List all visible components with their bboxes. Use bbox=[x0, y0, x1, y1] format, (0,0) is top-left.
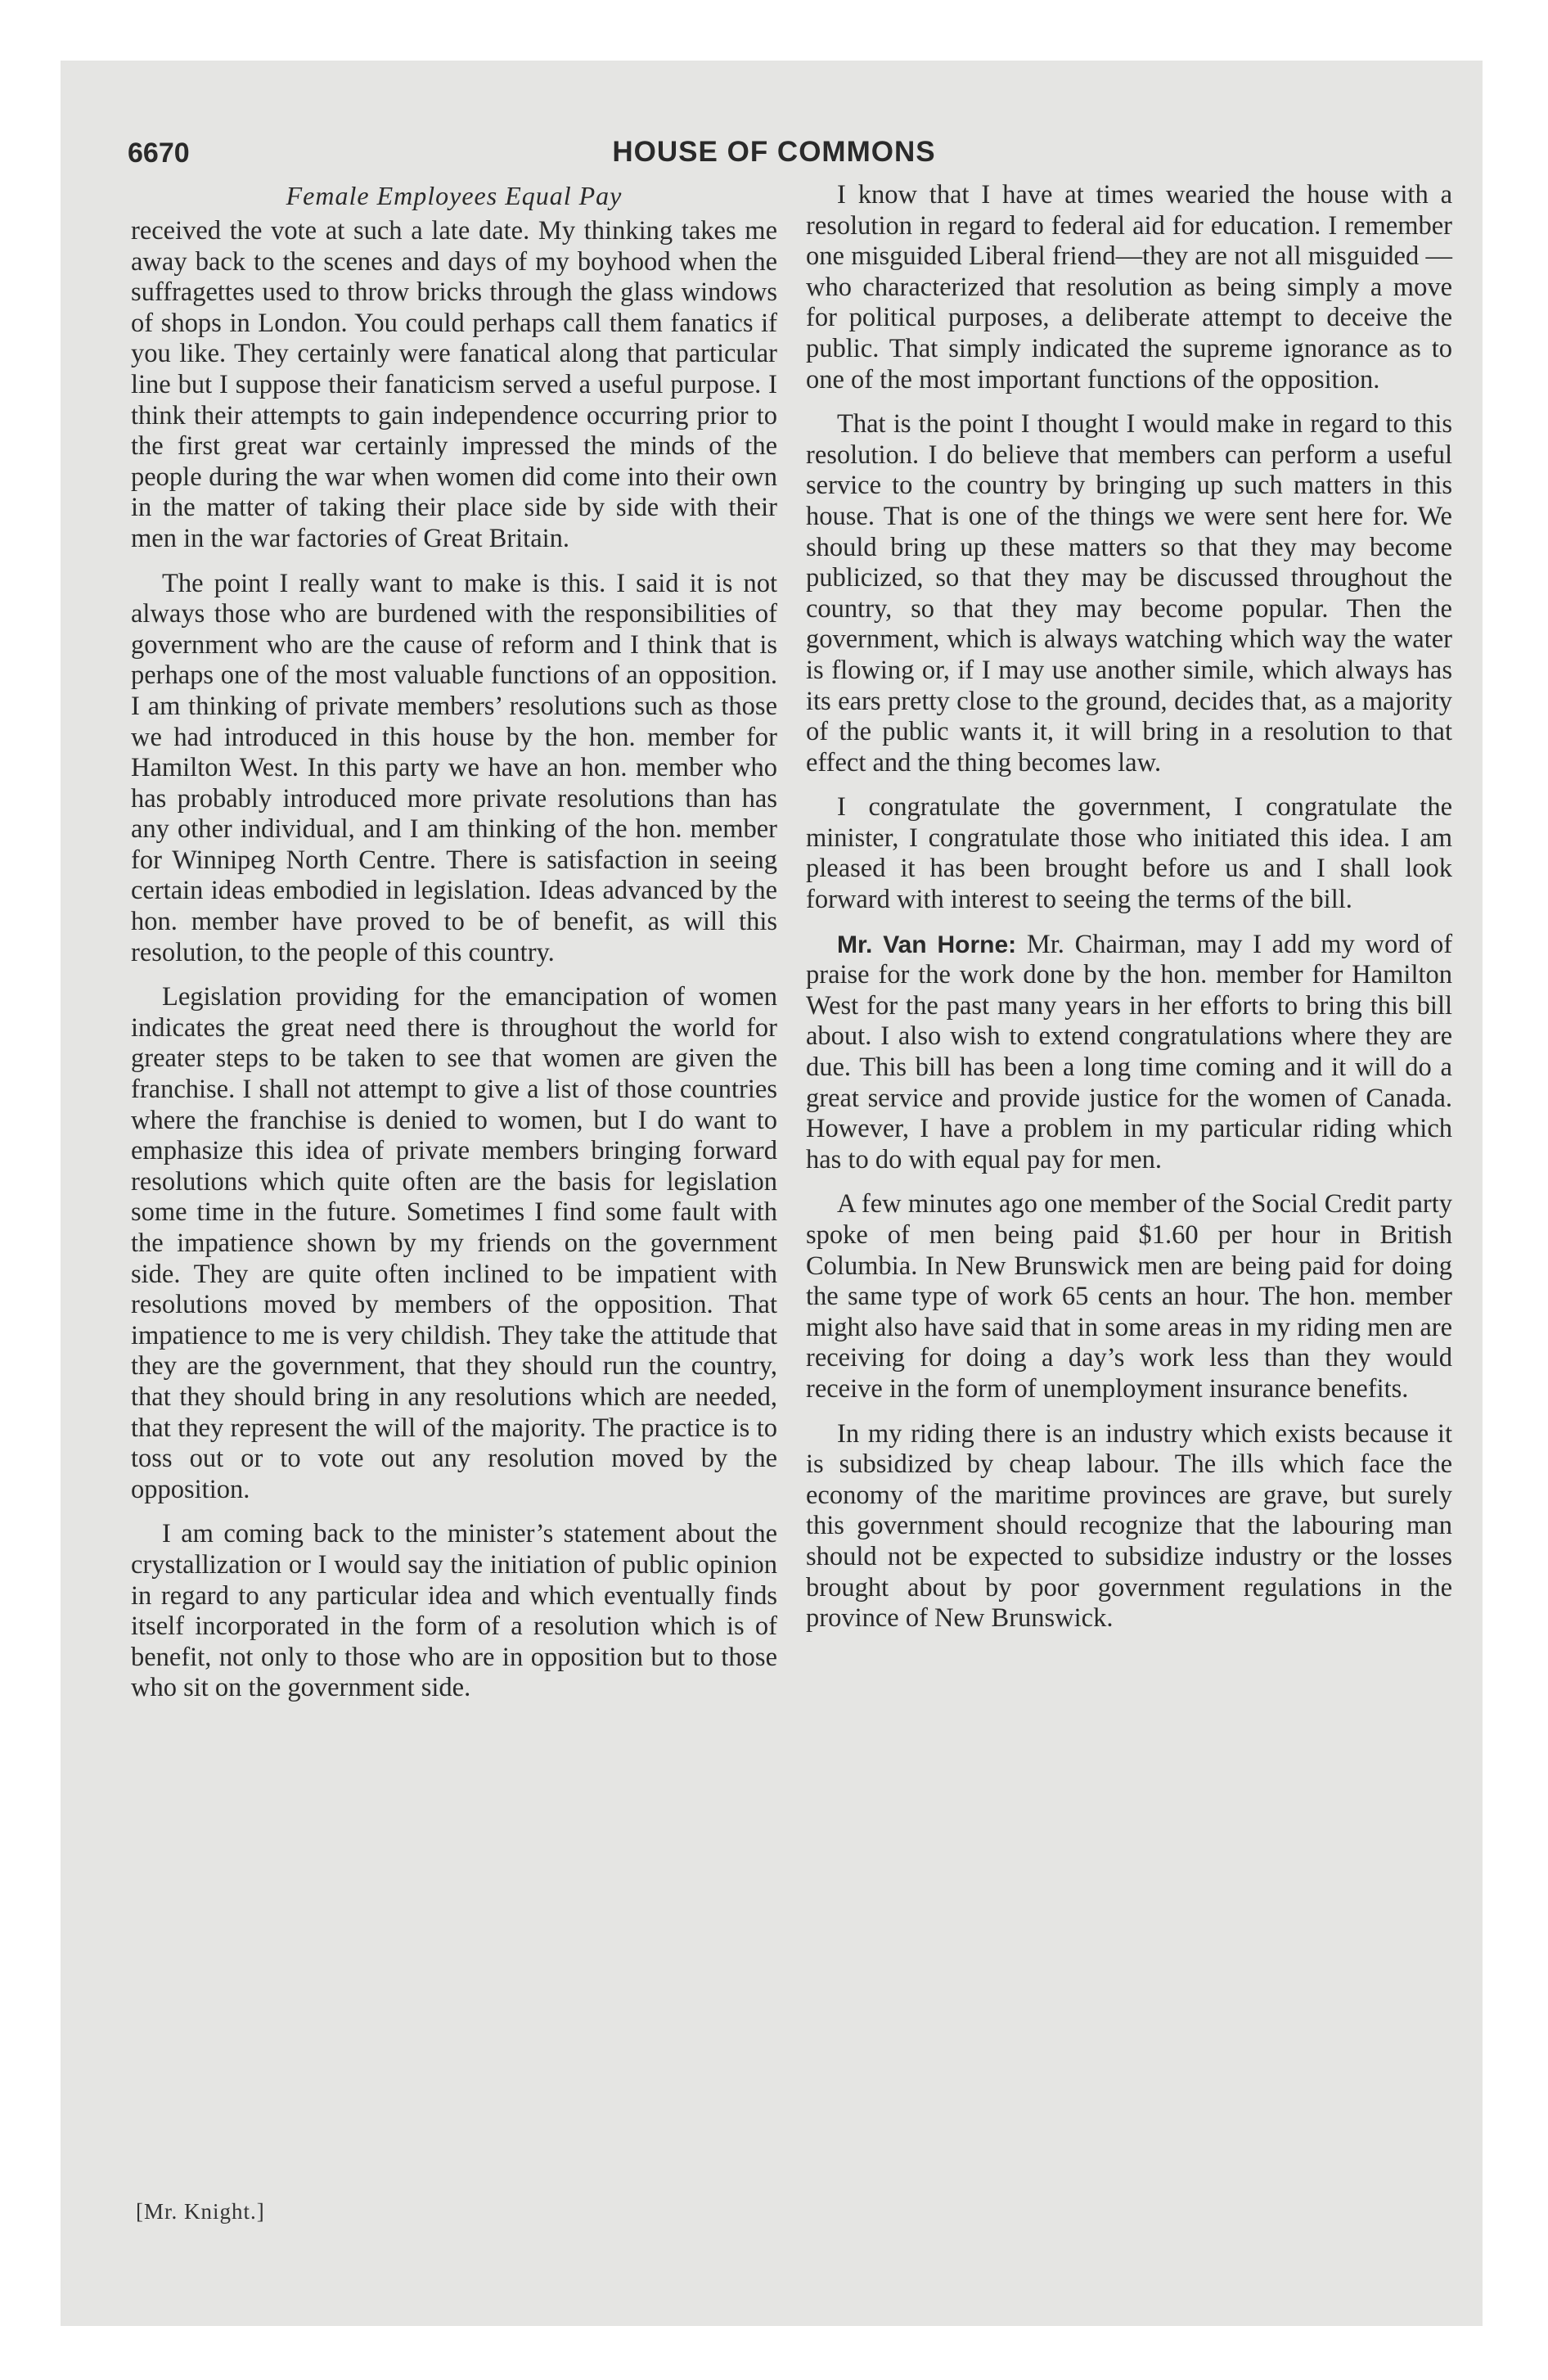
paragraph: The point I really want to make is this. I said it is not always those who are burdened with the responsibilities of government who are the cause of reform and I think that is perhaps one of the most valuable functions of an opposition. I am thinking of private members’ resolutions such as those we had introduced in this house by the hon. member for Hamilton West. In this party we have an hon. member who has probably introduced more private resolutions than has any other individual, and I am thinking of the hon. member for Winnipeg North Centre. There is satisfaction in seeing certain ideas embodied in legislation. Ideas advanced by the hon. member have proved to be of benefit, as will this resolution, to the people of this country. bbox=[131, 568, 777, 967]
speaker-name: Mr. Van Horne: bbox=[837, 931, 1017, 958]
paragraph: I congratulate the government, I congratulate the minister, I congratulate those who initiated this idea. I am pleased it has been brought before us and I shall look forward with interest to seeing the terms of the bill. bbox=[806, 792, 1452, 915]
subject-heading: Female Employees Equal Pay bbox=[286, 181, 623, 210]
right-column bbox=[806, 180, 1452, 1648]
paragraph: That is the point I thought I would make in regard to this resolution. I do believe that members can perform a useful service to the country by bringing up such matters in this house. That is one of the things we were sent here for. We should bring up these matters so that they may become publicized, so that they may be discussed throughout the country, so that they may become popular. Then the government, which is always watching which way the water is flowing or, if I may use another simile, which always has its ears pretty close to the ground, decides that, as a majority of the public wants it, it will bring in a resolution to that effect and the thing becomes law. bbox=[806, 409, 1452, 778]
speech-paragraph bbox=[806, 930, 1452, 1176]
left-column bbox=[131, 180, 777, 1718]
paragraph: In my riding there is an industry which exists because it is subsidized by cheap labour. The ills which face the economy of the maritime provinces are grave, but surely this government should recognize that the labouring man should not be expected to subsidize industry or the losses brought about by poor government regulations in the province of New Brunswick. bbox=[806, 1418, 1452, 1634]
paragraph: I am coming back to the minister’s statement about the crystallization or I would say the initiation of public opinion in regard to any particular idea and which eventually finds itself incorporated in the form of a resolution which is of benefit, not only to those who are in opposition but to those who sit on the government side. bbox=[131, 1519, 777, 1703]
paragraph: received the vote at such a late date. My thinking takes me away back to the scenes and days of my boyhood when the suffragettes used to throw bricks through the glass windows of shops in London. You could perhaps call them fanatics if you like. They certainly were fanatical along that particular line but I suppose their fanaticism served a useful purpose. I think their attempts to gain independence occurring prior to the first great war certainly impressed the minds of the people during the war when women did come into their own in the matter of taking their place side by side with their men in the war factories of Great Britain. bbox=[131, 216, 777, 553]
page-number: 6670 bbox=[128, 137, 190, 169]
page-header: HOUSE OF COMMONS bbox=[612, 136, 936, 168]
paragraph: Legislation providing for the emancipation of women indicates the great need there is throughout the world for greater steps to be taken to see that women are given the franchise. I shall not attempt to give a list of those countries where the franchise is denied to women, but I do want to emphasize this idea of private members bringing forward resolutions which quite often are the basis for legislation some time in the future. Sometimes I find some fault with the impatience shown by my friends on the government side. They are quite often inclined to be impatient with resolutions moved by members of the opposition. That impatience to me is very childish. They take the attitude that they are the government, that they should run the country, that they should bring in any resolutions which are needed, that they represent the will of the majority. The practice is to toss out or to vote out any resolution moved by the opposition. bbox=[131, 982, 777, 1504]
speaker-attribution: [Mr. Knight.] bbox=[136, 2199, 265, 2224]
speech-text: Mr. Chairman, may I add my word of praise for the work done by the hon. member for Hamilton West for the past many years in her efforts to bring this bill about. I also wish to extend congratulations where they are due. This bill has been a long time coming and it will do a great service and provide justice for the women of Canada. However, I have a problem in my particular riding which has to do with equal pay for men. bbox=[806, 929, 1453, 1174]
paragraph: I know that I have at times wearied the house with a resolution in regard to federal aid for education. I remember one misguided Liberal friend—they are not all misguided —who characterized that resolution as being simply a move for political purposes, a deliberate attempt to deceive the public. That simply indicated the supreme ignorance as to one of the most important functions of the opposition. bbox=[806, 180, 1452, 394]
paragraph: A few minutes ago one member of the Social Credit party spoke of men being paid $1.60 per hour in British Columbia. In New Brunswick men are being paid for doing the same type of work 65 cents an hour. The hon. member might also have said that in some areas in my riding men are receiving for doing a day’s work less than they would receive in the form of unemployment insurance benefits. bbox=[806, 1189, 1452, 1404]
